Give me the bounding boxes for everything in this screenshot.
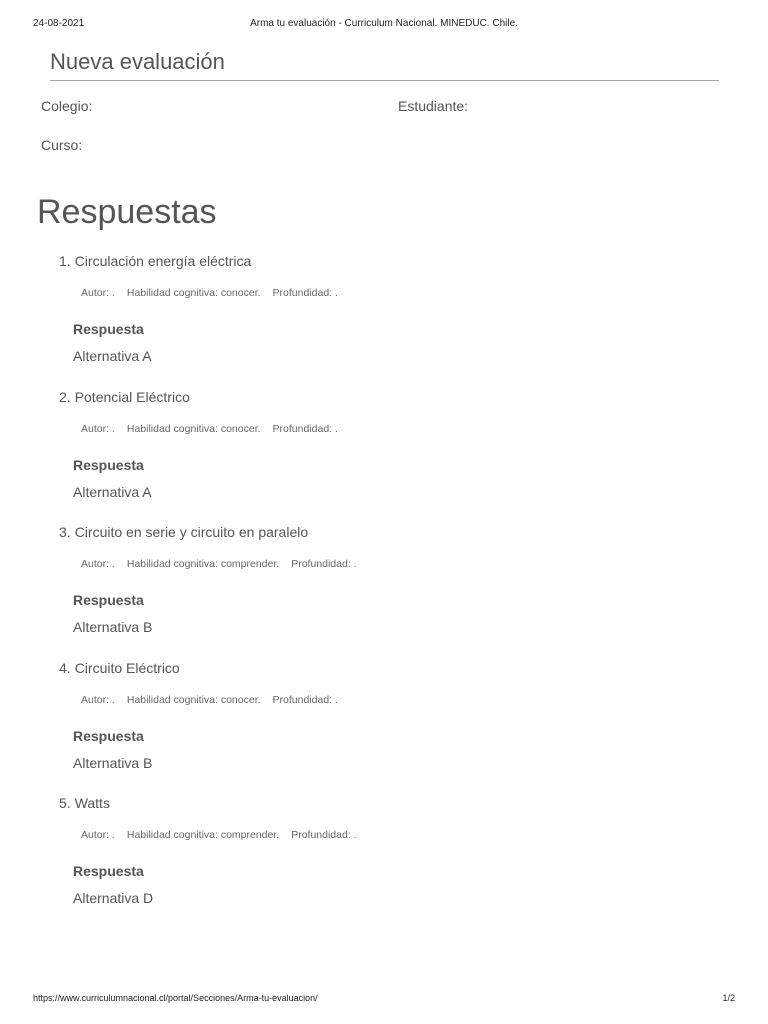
- colegio-label: Colegio:: [41, 98, 93, 114]
- respuesta-label: Respuesta: [73, 321, 144, 337]
- question-number: 5.: [59, 795, 71, 811]
- question-profundidad: Profundidad: .: [272, 693, 338, 706]
- print-date: 24-08-2021: [33, 18, 85, 29]
- question-item: [0, 657, 768, 793]
- question-habilidad: Habilidad cognitiva: conocer.: [126, 287, 261, 299]
- print-header: [33, 18, 735, 32]
- question-meta: [81, 287, 350, 299]
- question-autor: Autor: .: [81, 829, 115, 841]
- respuesta-label: Respuesta: [73, 592, 144, 608]
- question-item: [0, 792, 768, 928]
- question-title: [59, 524, 308, 540]
- question-item: [0, 521, 768, 657]
- respuesta-value: Alternativa B: [73, 619, 153, 635]
- estudiante-label: Estudiante:: [398, 98, 469, 114]
- print-footer: [33, 993, 735, 1005]
- question-autor: Autor: .: [81, 287, 115, 299]
- question-meta: [81, 423, 350, 435]
- question-number: 2.: [59, 388, 71, 405]
- question-title: [59, 795, 110, 811]
- respuesta-label: Respuesta: [73, 863, 144, 879]
- question-item: [0, 386, 768, 522]
- question-number: 4.: [59, 659, 71, 676]
- question-autor: Autor: .: [81, 693, 115, 706]
- question-title-text: Circuito Eléctrico: [74, 659, 180, 676]
- question-autor: Autor: .: [81, 422, 115, 435]
- question-habilidad: Habilidad cognitiva: comprender.: [126, 558, 280, 570]
- question-title: [59, 253, 251, 269]
- question-number: 3.: [59, 524, 71, 540]
- question-autor: Autor: .: [81, 558, 115, 570]
- question-number: 1.: [59, 253, 71, 269]
- respuesta-label: Respuesta: [73, 727, 144, 744]
- question-title: [59, 389, 190, 405]
- respuesta-value: Alternativa A: [73, 348, 152, 364]
- question-habilidad: Habilidad cognitiva: comprender.: [126, 829, 280, 841]
- respuesta-label: Respuesta: [73, 456, 144, 473]
- print-page-title: Arma tu evaluación - Curriculum Nacional. MINEDUC. Chile.: [250, 18, 518, 29]
- question-title-text: Watts: [74, 795, 110, 811]
- question-title: [59, 660, 180, 676]
- question-profundidad: Profundidad: .: [291, 829, 357, 841]
- page-number: 1/2: [722, 993, 735, 1003]
- question-profundidad: Profundidad: .: [272, 287, 338, 299]
- question-title-text: Circulación energía eléctrica: [74, 253, 252, 269]
- question-title-text: Circuito en serie y circuito en paralelo: [74, 524, 309, 540]
- question-habilidad: Habilidad cognitiva: conocer.: [126, 693, 261, 706]
- question-meta: [81, 829, 369, 841]
- respuesta-value: Alternativa B: [73, 754, 153, 771]
- answers-list: [0, 250, 768, 928]
- question-meta: [81, 558, 369, 570]
- curso-label: Curso:: [41, 137, 83, 153]
- respuesta-value: Alternativa A: [73, 483, 152, 500]
- question-item: [0, 250, 768, 386]
- section-title: Respuestas: [37, 193, 217, 231]
- respuesta-value: Alternativa D: [73, 890, 154, 906]
- question-profundidad: Profundidad: .: [272, 422, 338, 435]
- question-title-text: Potencial Eléctrico: [74, 388, 190, 405]
- question-habilidad: Habilidad cognitiva: conocer.: [126, 422, 261, 435]
- page-url-link[interactable]: https://www.curriculumnacional.cl/portal/Secciones/Arma-tu-evaluacion/: [33, 993, 318, 1003]
- evaluation-title: Nueva evaluación: [50, 49, 719, 81]
- question-meta: [81, 694, 350, 706]
- question-profundidad: Profundidad: .: [291, 558, 357, 570]
